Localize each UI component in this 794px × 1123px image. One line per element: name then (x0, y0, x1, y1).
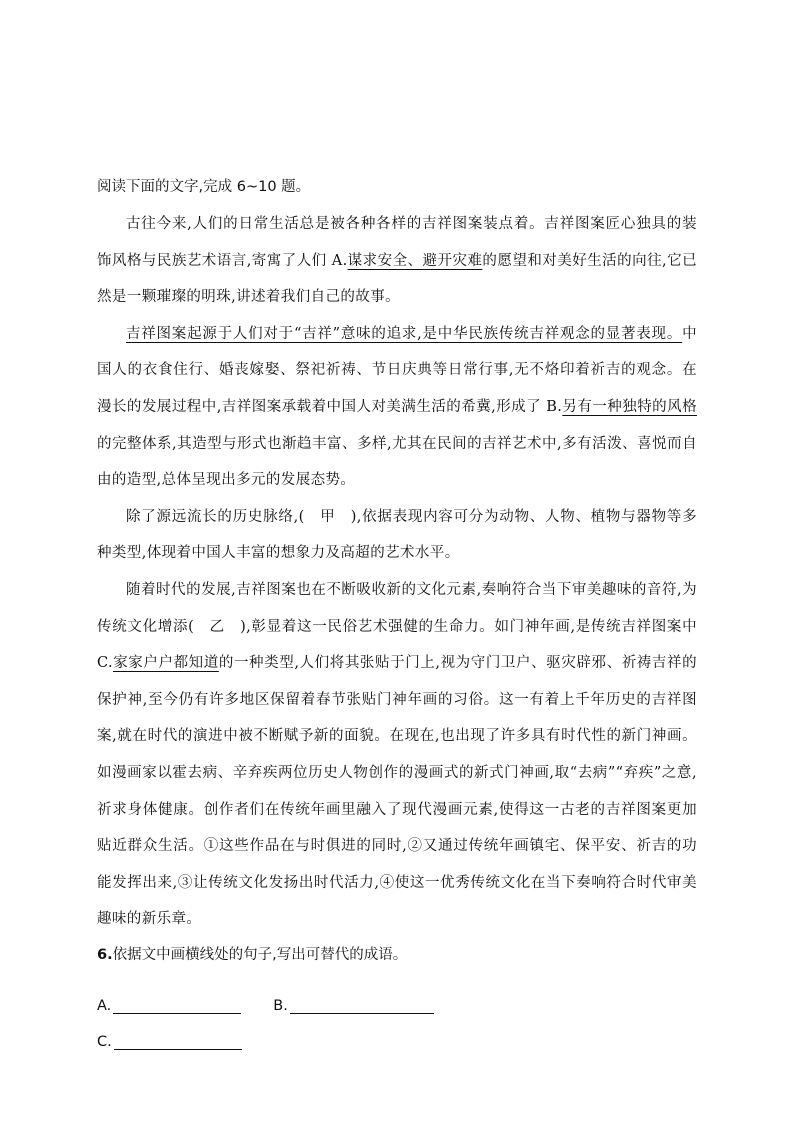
paragraph-1-text-a: 古往今来,人们的日常生活总是被各种各样的吉祥图案装点着。吉祥图案匠心独具的装饰风格与民族艺术语言,寄寓了人们 A. (97, 216, 697, 269)
underlined-phrase-b: 另有一种独特的风格 (562, 398, 697, 415)
paragraph-1 (97, 206, 697, 316)
answer-c-label: C. (97, 1033, 112, 1050)
underlined-phrase-c: 家家户户都知道 (113, 655, 219, 672)
answer-c-blank[interactable] (114, 1035, 242, 1050)
paragraph-4 (97, 572, 697, 938)
paragraph-2 (97, 316, 697, 499)
reading-instruction: 阅读下面的文字,完成 6~10 题。 (97, 179, 311, 195)
answer-a-blank[interactable] (113, 999, 241, 1014)
underlined-phrase-a: 谋求安全、避开灾难 (347, 252, 483, 269)
answer-b-label: B. (273, 997, 288, 1014)
paragraph-1-text-b: 的愿望和对美好生活的向往,它已然是一颗璀璨的明珠,讲述着我们自己的故事。 (97, 252, 697, 306)
paragraph-2-text-b: 的完整体系,其造型与形式也渐趋丰富、多样,尤其在民间的吉祥艺术中,多有活泼、喜悦而自由的造型,总体呈现出多元的发展态势。 (97, 435, 697, 489)
paragraph-4-text-b: 的一种类型,人们将其张贴于门上,视为守门卫户、驱灾辟邪、祈祷吉祥的保护神,至今仍有许多地区保留着春节张贴门神年画的习俗。这一有着上千年历史的吉祥图案,就在时代的演进中被不断赋予新的面貌。在现在,也出现了许多具有时代性的新门神画。如漫画家以霍去病、辛弃疾两位历史人物创作的漫画式的新式门神画,取“去病”“弃疾”之意,祈求身体健康。创作者们在传统年画里融入了现代漫画元素,使得这一古老的吉祥图案更加贴近群众生活。①这些作品在与时俱进的同时,②又通过传统年画镇宅、保平安、祈吉的功能发挥出来,③让传统文化发扬出时代活力,④使这一优秀传统文化在当下奏响符合时代审美趣味的新乐章。 (97, 655, 697, 928)
answer-a-label: A. (97, 997, 112, 1014)
underlined-sentence: 吉祥图案起源于人们对于“吉祥”意味的追求,是中华民族传统吉祥观念的显著表现。 (126, 325, 683, 342)
paragraph-4-text-a: 随着时代的发展,吉祥图案也在不断吸收新的文化元素,奏响符合当下审美趣味的音符,为传统文化增添( 乙 ),彰显着这一民俗艺术强健的生命力。如门神年画,是传统吉祥图案中 C. (97, 581, 697, 672)
paragraph-2-text-a: 中国人的衣食住行、婚丧嫁娶、祭祀祈祷、节日庆典等日常行事,无不烙印着祈吉的观念。在漫长的发展过程中,吉祥图案承载着中国人对美满生活的希冀,形成了 B. (97, 325, 697, 415)
answer-b (273, 998, 434, 1014)
question-6 (97, 940, 697, 970)
paragraph-3: 除了源远流长的历史脉络,( 甲 ),依据表现内容可分为动物、人物、植物与器物等多种类型,体现着中国人丰富的想象力及高超的艺术水平。 (97, 508, 697, 562)
answer-b-blank[interactable] (290, 999, 434, 1014)
question-number: 6. (97, 946, 113, 963)
answer-area (97, 978, 697, 1050)
answer-a (97, 998, 241, 1014)
answer-c (97, 1034, 242, 1050)
document-page (97, 172, 697, 1050)
question-text: 依据文中画横线处的句子,写出可替代的成语。 (112, 946, 408, 963)
